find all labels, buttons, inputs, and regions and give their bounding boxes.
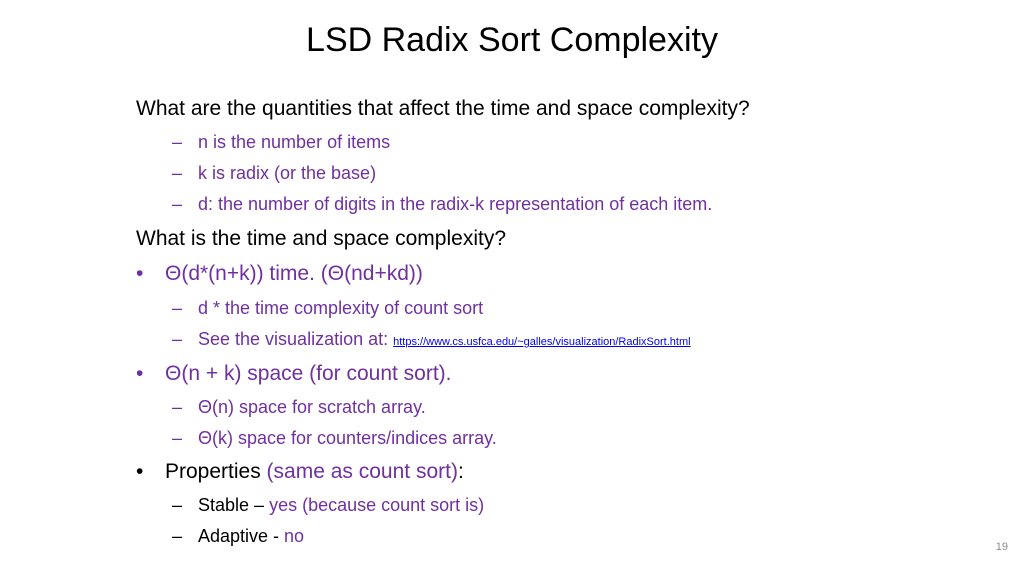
sub-item-adaptive [172,524,304,548]
stable-label: Stable – [198,495,270,515]
bullet-space [136,360,452,388]
sub-item-stable [172,493,484,517]
sub-item-text: n is the number of items [198,132,391,152]
question-quantities: What are the quantities that affect the time and space complexity? [136,97,750,120]
sub-item-visualization [172,327,691,354]
sub-item-d [172,192,712,216]
sub-item-counters [172,426,497,450]
sub-item-text: See the visualization at: [198,329,394,349]
sub-item-k [172,161,376,185]
bullet-marker: • [136,262,144,285]
sub-item-text: k is radix (or the base) [198,163,377,183]
properties-paren: (same as count sort) [266,460,458,483]
properties-colon: : [457,460,464,483]
dash-marker: – [172,495,183,515]
dash-marker: – [172,397,183,417]
bullet-time [136,260,423,288]
visualization-link[interactable]: https://www.cs.usfca.edu/~galles/visualization/RadixSort.html [393,336,691,348]
dash-marker: – [172,298,183,318]
page-number: 19 [995,541,1008,553]
sub-item-scratch [172,395,426,419]
dash-marker: – [172,194,183,214]
dash-marker: – [172,329,183,349]
dash-marker: – [172,163,183,183]
sub-item-count-sort [172,296,483,320]
sub-item-text: d * the time complexity of count sort [198,298,484,318]
slide-title: LSD Radix Sort Complexity [306,21,718,59]
bullet-text: Θ(d*(n+k)) time. (Θ(nd+kd)) [165,262,423,285]
bullet-marker: • [136,362,144,385]
dash-marker: – [172,428,183,448]
adaptive-value: no [284,526,305,546]
bullet-properties [136,458,464,486]
sub-item-text: Θ(k) space for counters/indices array. [198,428,497,448]
stable-value: yes (because count sort is) [269,495,485,515]
dash-marker: – [172,132,183,152]
properties-label: Properties [165,460,267,483]
question-complexity: What is the time and space complexity? [136,227,507,250]
adaptive-label: Adaptive - [198,526,285,546]
dash-marker: – [172,526,183,546]
bullet-marker: • [136,460,144,483]
sub-item-n [172,130,390,154]
bullet-text: Θ(n + k) space (for count sort). [165,362,452,385]
sub-item-text: d: the number of digits in the radix-k representation of each item. [198,194,713,214]
sub-item-text: Θ(n) space for scratch array. [198,397,426,417]
